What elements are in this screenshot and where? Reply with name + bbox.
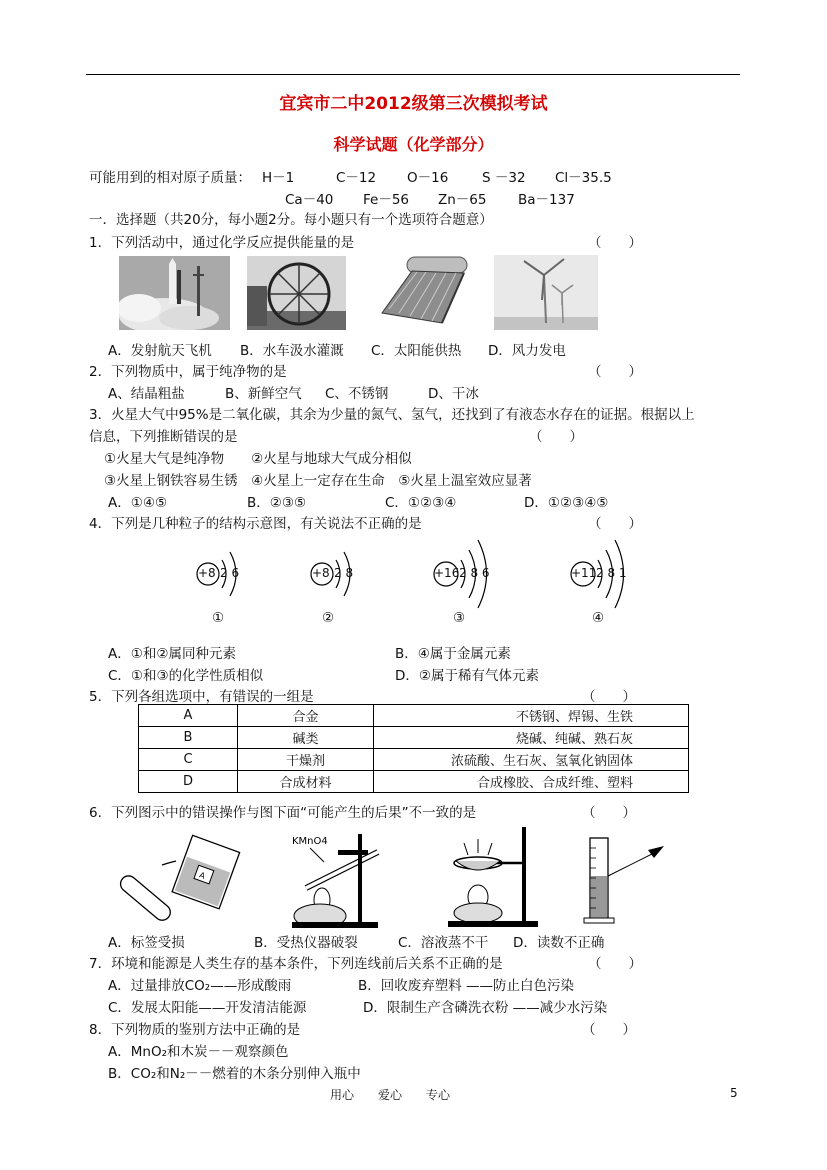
pouring-liquid-diagram [118, 825, 243, 925]
atom-2-nucleus: +8 [312, 566, 330, 580]
q3-option-c: C．①②③④ [385, 495, 457, 511]
table-cell: A [139, 705, 238, 727]
q4-option-d: D．②属于稀有气体元素 [395, 668, 539, 684]
waterwheel-image [247, 256, 346, 330]
q7-option-a: A．过量排放CO₂——形成酸雨 [108, 978, 292, 994]
section-heading: 一．选择题（共20分，每小题2分。每小题只有一个选项符合题意） [89, 212, 493, 228]
atom-3-label: ③ [453, 610, 466, 626]
atom-2-label: ② [322, 610, 335, 626]
kmno4-label: KMnO4 [292, 836, 328, 847]
q8-option-a: A．MnO₂和木炭－－观察颜色 [108, 1044, 289, 1060]
graduated-cylinder-reading-diagram [580, 836, 672, 926]
atomic-mass-c: C－12 [336, 170, 377, 186]
table-row [139, 727, 689, 749]
atom-3-shells: 2 8 6 [459, 566, 490, 580]
table-cell: 浓硫酸、生石灰、氢氧化钠固体 [374, 749, 689, 771]
q2-option-d: D、干冰 [428, 386, 479, 402]
q8-stem: 8．下列物质的鉴别方法中正确的是 [89, 1022, 301, 1038]
footer-motto: 用心 爱心 专心 [330, 1088, 451, 1102]
q7-option-c: C．发展太阳能——开发清洁能源 [108, 1000, 307, 1016]
table-cell: 不锈钢、焊锡、生铁 [374, 705, 689, 727]
q1-option-c: C．太阳能供热 [371, 343, 462, 359]
q8-option-b: B．CO₂和N₂－－燃着的木条分别伸入瓶中 [108, 1066, 361, 1082]
heating-kmno4-diagram [278, 828, 393, 928]
table-cell: 碱类 [238, 727, 374, 749]
table-row [139, 749, 689, 771]
atom-3-nucleus: +16 [434, 566, 460, 580]
q2-option-c: C、不锈钢 [325, 386, 389, 402]
q4-stem: 4．下列是几种粒子的结构示意图，有关说法不正确的是 [89, 516, 422, 532]
atomic-mass-o: O－16 [407, 170, 449, 186]
atomic-mass-s: S －32 [482, 170, 526, 186]
q5-options-table [138, 704, 689, 793]
q5-answer-paren: （ ） [582, 689, 636, 705]
q3-stem-line2: 信息，下列推断错误的是 [89, 429, 238, 445]
q2-option-a: A、结晶粗盐 [108, 386, 185, 402]
q2-option-b: B、新鲜空气 [225, 386, 302, 402]
table-cell: 合成橡胶、合成纤维、塑料 [374, 771, 689, 793]
q3-option-d: D．①②③④⑤ [524, 495, 609, 511]
exam-subtitle: 科学试题（化学部分） [333, 135, 494, 154]
svg-text:A: A [198, 870, 207, 881]
q2-answer-paren: （ ） [588, 364, 642, 380]
q1-stem: 1．下列活动中，通过化学反应提供能量的是 [89, 235, 355, 251]
q4-answer-paren: （ ） [588, 516, 642, 532]
q3-items-line2: ③火星上钢铁容易生锈 ④火星上一定存在生命 ⑤火星上温室效应显著 [104, 473, 532, 489]
q7-stem: 7．环境和能源是人类生存的基本条件，下列连线前后关系不正确的是 [89, 956, 503, 972]
atom-2-shells: 2 8 [334, 566, 354, 580]
q6-stem: 6．下列图示中的错误操作与图下面“可能产生的后果”不一致的是 [89, 805, 477, 821]
q1-option-d: D．风力发电 [488, 343, 566, 359]
q6-option-c: C．溶液蒸不干 [398, 935, 489, 951]
q6-option-b: B．受热仪器破裂 [254, 935, 358, 951]
q6-option-a: A．标签受损 [108, 935, 185, 951]
q2-stem: 2．下列物质中，属于纯净物的是 [89, 364, 287, 380]
atom-4-label: ④ [592, 610, 605, 626]
atom-diagram-1 [190, 538, 280, 626]
q8-answer-paren: （ ） [582, 1022, 636, 1038]
table-cell: 合金 [238, 705, 374, 727]
q3-option-a: A．①④⑤ [108, 495, 168, 511]
q7-answer-paren: （ ） [588, 956, 642, 972]
q7-option-d: D．限制生产含磷洗衣粉 ——减少水污染 [363, 1000, 608, 1016]
atom-1-label: ① [212, 610, 225, 626]
table-cell: C [139, 749, 238, 771]
atomic-mass-zn: Zn－65 [438, 192, 487, 208]
atomic-mass-label: 可能用到的相对原子质量： [89, 170, 251, 186]
table-cell: 干燥剂 [238, 749, 374, 771]
q6-option-d: D．读数不正确 [513, 935, 605, 951]
q1-option-a: A．发射航天飞机 [108, 343, 212, 359]
q1-answer-paren: （ ） [588, 235, 642, 251]
atom-4-nucleus: +11 [571, 566, 597, 580]
evaporation-dish-diagram [438, 825, 543, 928]
q4-option-c: C．①和③的化学性质相似 [108, 668, 264, 684]
solar-water-heater-image [372, 253, 471, 330]
atomic-mass-h: H－1 [262, 170, 295, 186]
q6-answer-paren: （ ） [582, 805, 636, 821]
table-cell: 合成材料 [238, 771, 374, 793]
q3-option-b: B．②③⑤ [247, 495, 307, 511]
header-rule [86, 74, 740, 75]
table-row [139, 705, 689, 727]
atomic-mass-fe: Fe－56 [363, 192, 410, 208]
page-number: 5 [730, 1086, 738, 1100]
q1-option-b: B．水车汲水灌溉 [240, 343, 344, 359]
atomic-mass-ba: Ba－137 [518, 192, 575, 208]
atom-1-shells: 2 6 [220, 566, 240, 580]
table-cell: B [139, 727, 238, 749]
atom-1-nucleus: +8 [198, 566, 216, 580]
atom-diagram-4 [569, 532, 659, 626]
q7-option-b: B．回收废弃塑料 ——防止白色污染 [358, 978, 575, 994]
wind-turbine-image [494, 255, 598, 330]
atom-diagram-2 [308, 538, 398, 626]
atomic-mass-ca: Ca－40 [285, 192, 334, 208]
q3-answer-paren: （ ） [529, 429, 583, 445]
q3-stem-line1: 3．火星大气中95%是二氧化碳，其余为少量的氮气、氢气，还找到了有液态水存在的证据。根据以上 [89, 407, 695, 423]
q3-items-line1: ①火星大气是纯净物 ②火星与地球大气成分相似 [104, 451, 412, 467]
q5-stem: 5．下列各组选项中，有错误的一组是 [89, 689, 314, 705]
table-row [139, 771, 689, 793]
atomic-mass-cl: Cl－35.5 [555, 170, 612, 186]
atom-4-shells: 2 8 1 [596, 566, 627, 580]
atom-diagram-3 [428, 532, 518, 626]
exam-title: 宜宾市二中2012级第三次模拟考试 [279, 94, 548, 114]
q4-option-b: B．④属于金属元素 [395, 646, 511, 662]
table-cell: 烧碱、纯碱、熟石灰 [374, 727, 689, 749]
q4-option-a: A．①和②属同种元素 [108, 646, 236, 662]
space-shuttle-launch-image [119, 256, 230, 330]
table-cell: D [139, 771, 238, 793]
